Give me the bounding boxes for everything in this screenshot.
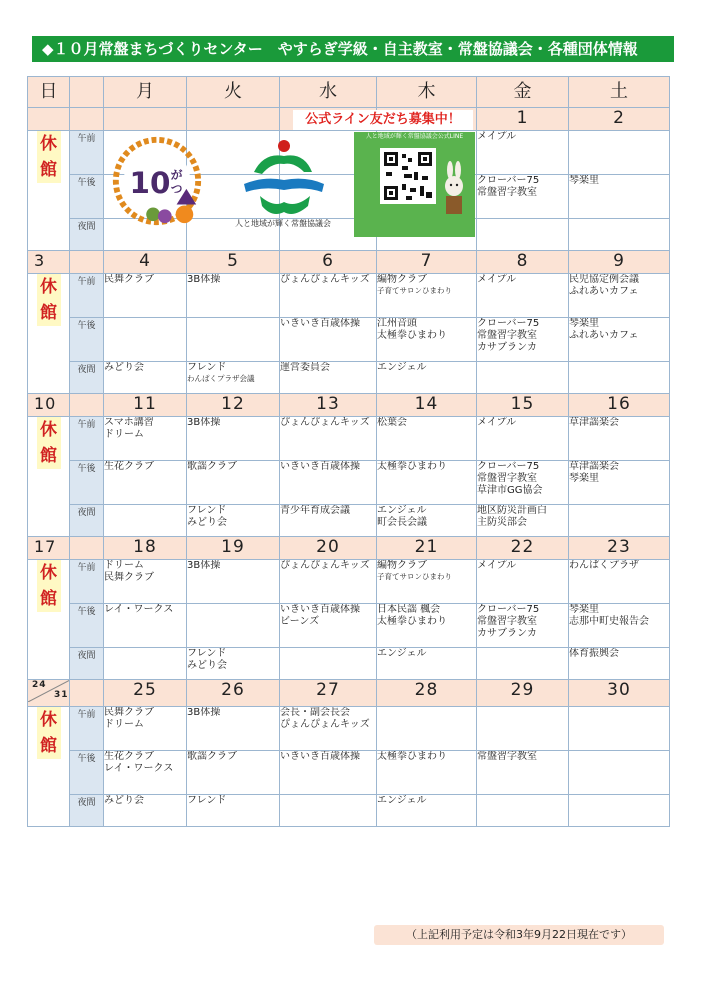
event-cell xyxy=(187,560,280,604)
event-cell xyxy=(280,795,377,827)
event-text: 歌謡クラブ xyxy=(187,751,237,762)
closed-char: 館 xyxy=(40,589,57,609)
event-text: フレンド xyxy=(187,795,227,806)
event-text: みどり会 xyxy=(104,795,144,806)
event-cell xyxy=(569,505,670,537)
event-cell xyxy=(377,505,477,537)
event-text: いきいき百歳体操 ビーンズ xyxy=(280,604,360,627)
closed-cell xyxy=(28,707,70,827)
sunday-date-b: 31 xyxy=(54,690,69,700)
event-subtext: 子育てサロンひまわり xyxy=(377,572,452,581)
date-tue: 26 xyxy=(187,680,280,707)
slot-label-am: 午前 xyxy=(70,131,104,175)
event-text: フレンド xyxy=(187,362,227,373)
date-blank xyxy=(70,680,104,707)
svg-text:つ: つ xyxy=(170,181,183,196)
date-thu: 14 xyxy=(377,394,477,417)
event-cell xyxy=(104,461,187,505)
slot-label-pm: 午後 xyxy=(70,175,104,219)
event-cell xyxy=(569,318,670,362)
closed-char: 館 xyxy=(40,160,57,180)
event-cell xyxy=(569,751,670,795)
event-cell xyxy=(477,362,569,394)
date-sat: 30 xyxy=(569,680,670,707)
event-cell xyxy=(377,795,477,827)
event-cell xyxy=(477,417,569,461)
closed-char: 休 xyxy=(40,277,57,297)
event-cell xyxy=(569,274,670,318)
closed-cell xyxy=(28,274,70,394)
slot-label-pm: 午後 xyxy=(70,751,104,795)
event-cell xyxy=(104,751,187,795)
slot-label-night: 夜間 xyxy=(70,362,104,394)
event-text: スマホ講習 ドリーム xyxy=(104,417,154,440)
event-cell xyxy=(280,604,377,648)
event-text: 常盤習字教室 xyxy=(477,751,537,762)
event-cell xyxy=(187,417,280,461)
weekday-sun: 日 xyxy=(28,77,70,108)
date-sat: 23 xyxy=(569,537,670,560)
event-cell xyxy=(477,461,569,505)
event-text: わんぱくプラザ xyxy=(569,560,639,571)
event-text: 太極拳ひまわり xyxy=(377,461,447,472)
date-wed: 20 xyxy=(280,537,377,560)
event-text: エンジェル xyxy=(377,795,427,806)
weekday-mon: 月 xyxy=(104,77,187,108)
event-cell xyxy=(569,362,670,394)
date-mon: 11 xyxy=(104,394,187,417)
slot-row-pm xyxy=(28,461,670,505)
slot-label-pm: 午後 xyxy=(70,318,104,362)
event-cell xyxy=(569,219,670,251)
event-text: エンジェル xyxy=(377,648,427,659)
date-tue: 19 xyxy=(187,537,280,560)
date-row xyxy=(28,394,670,417)
event-cell xyxy=(187,707,280,751)
event-cell xyxy=(377,318,477,362)
event-cell xyxy=(280,318,377,362)
event-text: ドリーム 民舞クラブ xyxy=(104,560,154,583)
closed-char: 館 xyxy=(40,446,57,466)
date-tue: 5 xyxy=(187,251,280,274)
qr-caption: 人と地域が輝く常盤協議会公式LINE xyxy=(365,133,464,140)
event-text: 3B体操 xyxy=(187,707,221,718)
event-cell xyxy=(187,362,280,394)
date-row xyxy=(28,251,670,274)
slot-row-am xyxy=(28,417,670,461)
footer-note: （上記利用予定は令和3年9月22日現在です） xyxy=(374,925,664,945)
event-text: 青少年育成会議 xyxy=(280,505,350,516)
slot-row-am xyxy=(28,274,670,318)
event-text: ぴょんぴょんキッズ xyxy=(280,274,370,285)
event-cell xyxy=(280,560,377,604)
event-cell xyxy=(187,604,280,648)
event-cell xyxy=(377,604,477,648)
slot-row-pm xyxy=(28,318,670,362)
weekday-wed: 水 xyxy=(280,77,377,108)
event-cell xyxy=(477,707,569,751)
date-wed: 13 xyxy=(280,394,377,417)
event-cell xyxy=(104,417,187,461)
closed-label xyxy=(37,417,61,469)
date-row xyxy=(28,680,670,707)
event-cell xyxy=(569,461,670,505)
slot-row-night xyxy=(28,795,670,827)
event-text: 編物クラブ xyxy=(377,274,427,285)
event-text: 民舞クラブ ドリーム xyxy=(104,707,154,730)
event-text: 松葉会 xyxy=(377,417,407,428)
slot-row-pm xyxy=(28,751,670,795)
slot-label-am: 午前 xyxy=(70,417,104,461)
event-cell xyxy=(187,318,280,362)
sunday-date xyxy=(28,680,70,707)
date-tue xyxy=(187,108,280,131)
event-text: エンジェル 町会長会議 xyxy=(377,505,427,528)
tokiwa-council-logo xyxy=(224,132,342,232)
event-cell xyxy=(377,560,477,604)
tenth-anniversary-logo xyxy=(108,132,206,230)
qr-code-icon xyxy=(354,142,475,234)
date-mon: 25 xyxy=(104,680,187,707)
weekday-sat: 土 xyxy=(569,77,670,108)
event-cell xyxy=(477,751,569,795)
event-cell xyxy=(280,751,377,795)
date-wed: 6 xyxy=(280,251,377,274)
date-thu: 28 xyxy=(377,680,477,707)
event-text: メイプル xyxy=(477,417,517,428)
event-cell xyxy=(104,362,187,394)
event-cell xyxy=(280,417,377,461)
event-text: クローバー75 常盤習字教室 草津市GG協会 xyxy=(477,461,543,496)
event-text: 草津謡楽会 xyxy=(569,417,619,428)
weekday-blank xyxy=(70,77,104,108)
event-subtext: 子育てサロンひまわり xyxy=(377,286,452,295)
event-text: 3B体操 xyxy=(187,417,221,428)
event-text: 民児協定例会議 ふれあいカフェ xyxy=(569,274,639,297)
event-text: レイ・ワークス xyxy=(104,604,174,615)
event-cell xyxy=(187,461,280,505)
event-text: ぴょんぴょんキッズ xyxy=(280,560,370,571)
svg-text:10: 10 xyxy=(129,165,171,200)
event-cell xyxy=(569,648,670,680)
event-text: 琴楽里 ふれあいカフェ xyxy=(569,318,639,341)
closed-char: 休 xyxy=(40,420,57,440)
date-sat: 9 xyxy=(569,251,670,274)
page-title: ◆１０月常盤まちづくりセンター やすらぎ学級・自主教室・常盤協議会・各種団体情報 xyxy=(32,36,674,62)
event-cell xyxy=(569,707,670,751)
event-text: フレンド みどり会 xyxy=(187,505,227,528)
event-text: フレンド みどり会 xyxy=(187,648,227,671)
event-text: クローバー75 常盤習字教室 xyxy=(477,175,540,198)
event-cell xyxy=(477,648,569,680)
weekday-header xyxy=(28,77,670,108)
closed-cell xyxy=(28,417,70,537)
slot-label-pm: 午後 xyxy=(70,604,104,648)
event-cell xyxy=(104,795,187,827)
closed-label xyxy=(37,560,61,612)
event-text: エンジェル xyxy=(377,362,427,373)
event-text: メイプル xyxy=(477,131,517,142)
event-text: いきいき百歳体操 xyxy=(280,318,360,329)
closed-cell xyxy=(28,560,70,680)
sunday-date-a: 24 xyxy=(32,680,47,690)
event-cell xyxy=(569,417,670,461)
event-cell xyxy=(477,795,569,827)
event-text: 江州音頭 太極拳ひまわり xyxy=(377,318,447,341)
event-cell xyxy=(187,274,280,318)
event-text: 生花クラブ レイ・ワークス xyxy=(104,751,174,774)
event-text: 編物クラブ xyxy=(377,560,427,571)
closed-label xyxy=(37,131,61,183)
date-fri: 15 xyxy=(477,394,569,417)
date-fri: 22 xyxy=(477,537,569,560)
weekday-tue: 火 xyxy=(187,77,280,108)
event-text: ぴょんぴょんキッズ xyxy=(280,417,370,428)
event-cell xyxy=(477,219,569,251)
date-blank xyxy=(70,251,104,274)
date-tue: 12 xyxy=(187,394,280,417)
event-cell xyxy=(187,751,280,795)
event-cell xyxy=(280,707,377,751)
slot-label-am: 午前 xyxy=(70,274,104,318)
event-text: 琴楽里 志那中町史報告会 xyxy=(569,604,649,627)
slot-label-am: 午前 xyxy=(70,560,104,604)
event-cell xyxy=(477,505,569,537)
event-cell xyxy=(280,505,377,537)
closed-char: 休 xyxy=(40,134,57,154)
event-cell xyxy=(477,318,569,362)
event-cell xyxy=(104,707,187,751)
sunday-date: 3 xyxy=(28,251,70,274)
line-banner: 公式ライン友だち募集中！ xyxy=(293,110,473,130)
date-blank xyxy=(70,394,104,417)
event-cell xyxy=(569,131,670,175)
date-mon: 18 xyxy=(104,537,187,560)
event-cell xyxy=(477,274,569,318)
event-text: 民舞クラブ xyxy=(104,274,154,285)
event-cell xyxy=(377,417,477,461)
event-text: クローバー75 常盤習字教室 カサブランカ xyxy=(477,318,540,353)
slot-label-night: 夜間 xyxy=(70,219,104,251)
event-text: 体育振興会 xyxy=(569,648,619,659)
date-sat: 16 xyxy=(569,394,670,417)
slot-label-night: 夜間 xyxy=(70,648,104,680)
event-cell xyxy=(187,795,280,827)
slot-label-night: 夜間 xyxy=(70,795,104,827)
event-text: 琴楽里 xyxy=(569,175,599,186)
date-blank xyxy=(70,537,104,560)
event-cell xyxy=(280,274,377,318)
slot-row-pm xyxy=(28,604,670,648)
date-thu: 21 xyxy=(377,537,477,560)
event-text: メイプル xyxy=(477,560,517,571)
sunday-date xyxy=(28,108,70,131)
event-text: いきいき百歳体操 xyxy=(280,461,360,472)
event-cell xyxy=(187,648,280,680)
event-text: 生花クラブ xyxy=(104,461,154,472)
closed-char: 休 xyxy=(40,710,57,730)
event-cell xyxy=(280,362,377,394)
event-cell xyxy=(104,318,187,362)
line-qr-panel xyxy=(354,132,475,237)
event-cell xyxy=(104,505,187,537)
event-text: 運営委員会 xyxy=(280,362,330,373)
date-wed: 27 xyxy=(280,680,377,707)
event-cell xyxy=(569,560,670,604)
svg-text:人と地域が輝く常盤協議会: 人と地域が輝く常盤協議会 xyxy=(235,219,331,228)
svg-text:が: が xyxy=(170,168,183,183)
event-text: 太極拳ひまわり xyxy=(377,751,447,762)
event-text: 草津謡楽会 琴楽里 xyxy=(569,461,619,484)
event-cell xyxy=(377,648,477,680)
event-text: 歌謡クラブ xyxy=(187,461,237,472)
event-cell xyxy=(280,648,377,680)
date-fri: 1 xyxy=(477,108,569,131)
sunday-date: 10 xyxy=(28,394,70,417)
event-subtext: わんぱくプラザ会議 xyxy=(187,374,255,383)
event-text: 3B体操 xyxy=(187,274,221,285)
event-text: みどり会 xyxy=(104,362,144,373)
event-cell xyxy=(569,604,670,648)
slot-label-pm: 午後 xyxy=(70,461,104,505)
slot-row-night xyxy=(28,362,670,394)
event-text: 地区防災計画白 主防災部会 xyxy=(477,505,547,528)
date-fri: 8 xyxy=(477,251,569,274)
closed-char: 館 xyxy=(40,736,57,756)
event-cell xyxy=(104,560,187,604)
event-cell xyxy=(377,362,477,394)
event-cell xyxy=(569,795,670,827)
date-row xyxy=(28,537,670,560)
event-cell xyxy=(477,604,569,648)
event-text: 3B体操 xyxy=(187,560,221,571)
slot-row-night xyxy=(28,505,670,537)
date-thu: 7 xyxy=(377,251,477,274)
date-mon: 4 xyxy=(104,251,187,274)
closed-char: 館 xyxy=(40,303,57,323)
event-cell xyxy=(104,604,187,648)
date-mon xyxy=(104,108,187,131)
event-text: 会長・副会長会 ぴょんぴょんキッズ xyxy=(280,707,370,730)
event-cell xyxy=(377,751,477,795)
date-sat: 2 xyxy=(569,108,670,131)
event-cell xyxy=(477,560,569,604)
event-cell xyxy=(187,505,280,537)
event-cell xyxy=(377,461,477,505)
closed-char: 休 xyxy=(40,563,57,583)
slot-row-am xyxy=(28,560,670,604)
weekday-fri: 金 xyxy=(477,77,569,108)
date-blank xyxy=(70,108,104,131)
event-text: メイプル xyxy=(477,274,517,285)
closed-label xyxy=(37,274,61,326)
closed-cell xyxy=(28,131,70,251)
slot-label-night: 夜間 xyxy=(70,505,104,537)
event-cell xyxy=(477,131,569,175)
event-cell xyxy=(569,175,670,219)
event-text: いきいき百歳体操 xyxy=(280,751,360,762)
closed-label xyxy=(37,707,61,759)
date-fri: 29 xyxy=(477,680,569,707)
slot-label-am: 午前 xyxy=(70,707,104,751)
event-cell xyxy=(477,175,569,219)
event-text: 日本民謡 楓会 太極拳ひまわり xyxy=(377,604,447,627)
event-cell xyxy=(280,461,377,505)
event-cell xyxy=(104,274,187,318)
event-cell xyxy=(104,648,187,680)
event-cell xyxy=(377,274,477,318)
slot-row-night xyxy=(28,648,670,680)
event-cell xyxy=(377,707,477,751)
sunday-date: 17 xyxy=(28,537,70,560)
weekday-thu: 木 xyxy=(377,77,477,108)
slot-row-am xyxy=(28,707,670,751)
event-text: クローバー75 常盤習字教室 カサブランカ xyxy=(477,604,540,639)
